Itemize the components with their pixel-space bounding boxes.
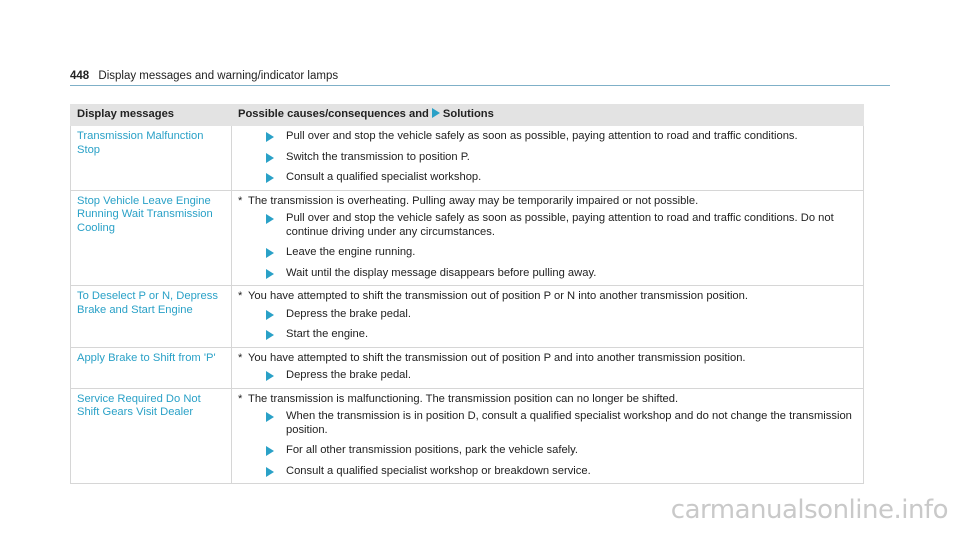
solution-step-text: Wait until the display message disappears before pulling away. [286,266,597,279]
causes-solutions-cell [232,347,864,388]
asterisk-icon: * [238,290,243,302]
solution-step [238,151,857,165]
page-header [70,70,890,86]
arrow-icon [266,412,274,422]
cause-label: You have attempted to shift the transmission out of position P and into another transmission position. [248,351,746,364]
arrow-icon [266,132,274,142]
table-header-row [71,105,864,126]
causes-solutions-cell [232,286,864,348]
solution-step [238,130,857,144]
solution-step [238,308,857,322]
column-header-messages: Display messages [71,105,232,126]
column-header-causes-solutions [232,105,864,126]
table-row [71,286,864,348]
solution-step-text: Depress the brake pedal. [286,369,412,381]
display-message: Stop Vehicle Leave Engine Running Wait Transmission Cooling [71,190,232,286]
arrow-icon [266,153,274,163]
solution-step [238,246,857,260]
cause-label: The transmission is malfunctioning. The transmission position can no longer be shifted. [248,392,679,405]
solution-step [238,328,857,342]
arrow-icon [266,173,274,183]
asterisk-icon: * [238,194,243,207]
cause-label: You have attempted to shift the transmission out of position P or N into another transmission position. [248,290,748,302]
page-number: 448 [70,70,90,82]
cause-text [238,393,857,407]
solution-step-text: Pull over and stop the vehicle safely as soon as possible, paying attention to road and traffic conditions. Do not continue driving under any circumstances. [286,212,834,238]
display-message: Apply Brake to Shift from 'P' [71,347,232,388]
arrow-icon [266,467,274,477]
arrow-icon [266,248,274,258]
solution-step-text: Leave the engine running. [286,246,416,258]
asterisk-icon: * [238,351,243,364]
cause-text [238,195,857,209]
column-header-causes: Possible causes/consequences and [238,108,429,121]
arrow-icon [266,310,274,320]
solution-step-text: Consult a qualified specialist workshop. [286,171,482,183]
asterisk-icon: * [238,392,243,405]
arrow-icon [266,330,274,340]
arrow-icon [432,108,440,118]
display-messages-table [70,104,864,484]
page-title: Display messages and warning/indicator lamps [98,70,339,82]
display-message: To Deselect P or N, Depress Brake and Start Engine [71,286,232,348]
solution-step [238,369,857,383]
display-message: Transmission Malfunction Stop [71,126,232,191]
causes-solutions-cell [232,388,864,484]
table-row [71,190,864,286]
solution-step-text: Consult a qualified specialist workshop or breakdown service. [286,464,591,477]
column-header-solutions: Solutions [442,108,494,121]
solution-step-text: Depress the brake pedal. [286,307,412,320]
arrow-icon [266,446,274,456]
solution-step [238,465,857,479]
cause-text [238,290,857,304]
causes-solutions-cell [232,190,864,286]
solution-step [238,444,857,458]
arrow-icon [266,214,274,224]
table-row [71,347,864,388]
solution-step [238,410,857,437]
table-body [71,126,864,484]
arrow-icon [266,371,274,381]
solution-step-text: Switch the transmission to position P. [286,150,470,163]
table-row [71,388,864,484]
solution-step-text: For all other transmission positions, park the vehicle safely. [286,444,579,456]
solution-step-text: Start the engine. [286,328,369,340]
cause-text [238,352,857,366]
table-row [71,126,864,191]
causes-solutions-cell [232,126,864,191]
arrow-icon [266,269,274,279]
solution-step [238,171,857,185]
solution-step [238,267,857,281]
display-message: Service Required Do Not Shift Gears Visit Dealer [71,388,232,484]
solution-step-text: When the transmission is in position D, consult a qualified specialist workshop and do not change the transmission position. [286,410,852,436]
solution-step-text: Pull over and stop the vehicle safely as soon as possible, paying attention to road and traffic conditions. [286,130,798,142]
watermark: carmanualsonline.info [670,495,948,525]
cause-label: The transmission is overheating. Pulling away may be temporarily impaired or not possible. [248,194,699,207]
solution-step [238,212,857,239]
